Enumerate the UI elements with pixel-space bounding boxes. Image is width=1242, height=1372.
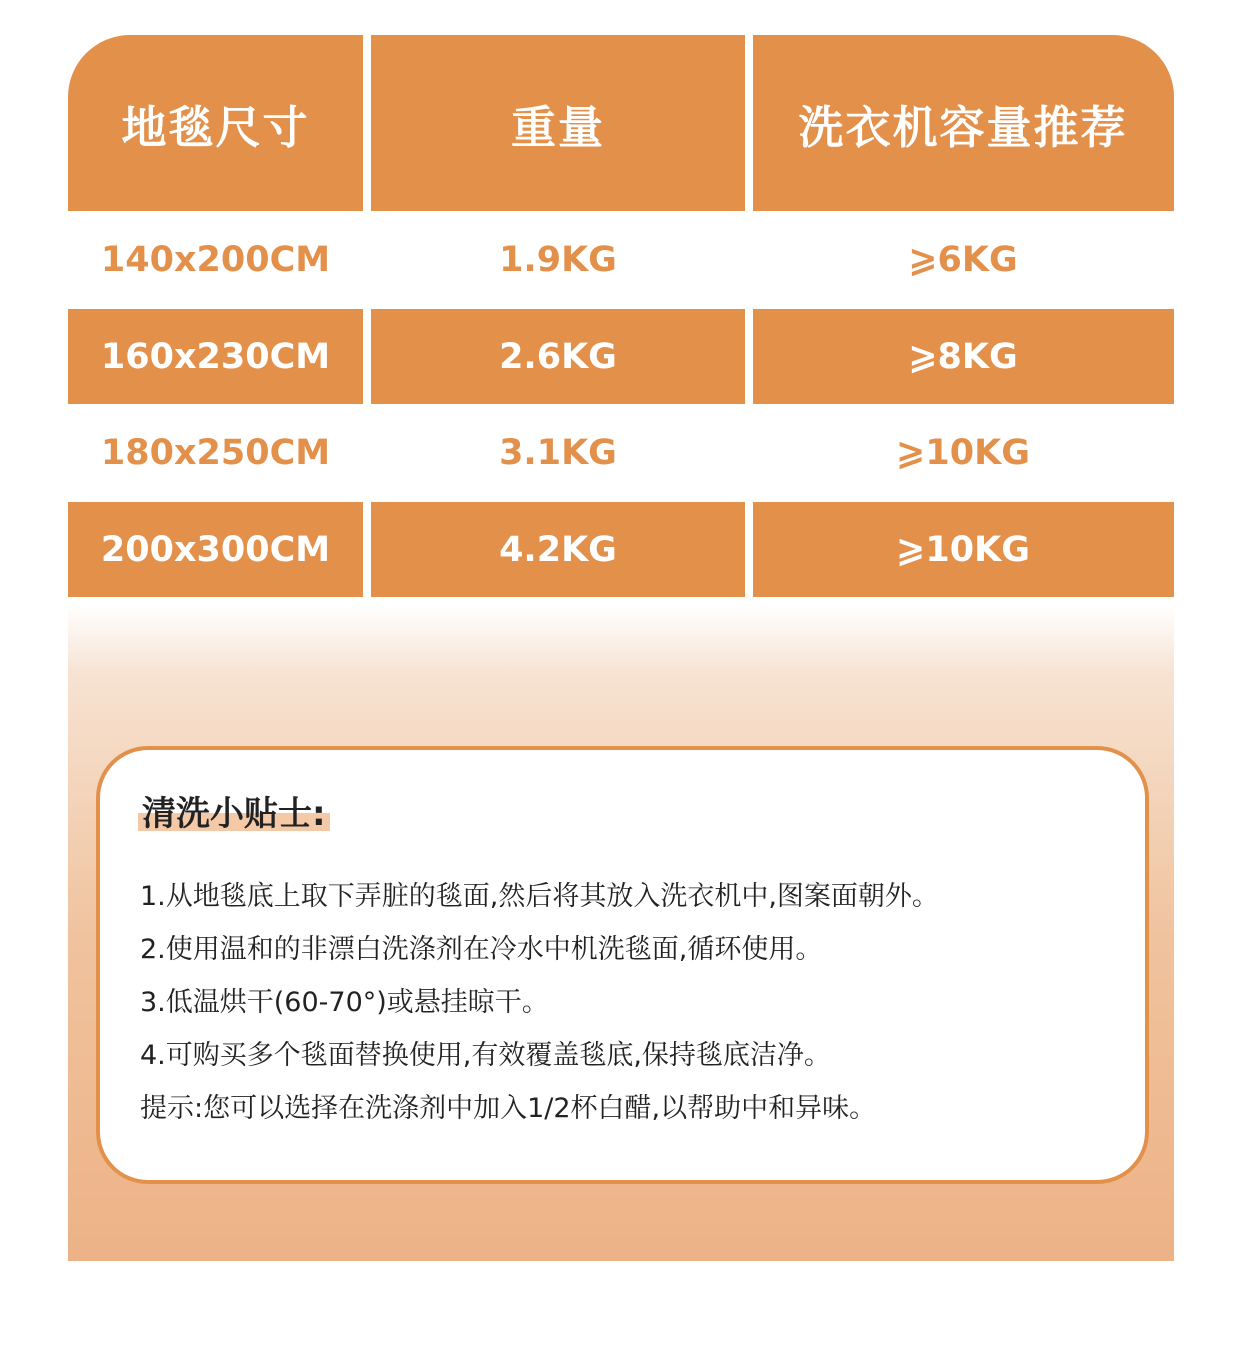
tip-item: 3.低温烘干(60-70°)或悬挂晾干。 <box>140 987 549 1018</box>
tip-item: 4.可购买多个毯面替换使用,有效覆盖毯底,保持毯底洁净。 <box>140 1040 831 1071</box>
rug-size-cell: 140x200CM <box>68 212 363 308</box>
capacity-cell: ⩾10KG <box>752 405 1174 501</box>
table-header-row <box>68 35 1174 211</box>
tip-note: 提示:您可以选择在洗涤剂中加入1/2杯白醋,以帮助中和异味。 <box>140 1093 877 1124</box>
tips-title: 清洗小贴士: <box>138 786 330 835</box>
column-divider <box>363 35 371 605</box>
tips-list <box>140 870 939 1135</box>
tip-item: 1.从地毯底上取下弄脏的毯面,然后将其放入洗衣机中,图案面朝外。 <box>140 881 939 912</box>
rug-size-cell: 160x230CM <box>68 309 363 404</box>
weight-cell: 3.1KG <box>371 405 745 501</box>
table-row <box>68 309 1174 404</box>
header-rug-size: 地毯尺寸 <box>68 35 363 211</box>
table-row <box>68 502 1174 597</box>
tip-item: 2.使用温和的非漂白洗涤剂在冷水中机洗毯面,循环使用。 <box>140 934 823 965</box>
header-weight: 重量 <box>371 35 745 211</box>
table-row <box>68 405 1174 501</box>
header-washer-capacity: 洗衣机容量推荐 <box>752 35 1174 211</box>
rug-size-cell: 200x300CM <box>68 502 363 597</box>
weight-cell: 1.9KG <box>371 212 745 308</box>
cleaning-tips-card <box>96 746 1149 1184</box>
weight-cell: 2.6KG <box>371 309 745 404</box>
rug-size-cell: 180x250CM <box>68 405 363 501</box>
weight-cell: 4.2KG <box>371 502 745 597</box>
capacity-cell: ⩾8KG <box>752 309 1174 404</box>
table-row <box>68 212 1174 308</box>
column-divider <box>745 35 753 605</box>
capacity-cell: ⩾6KG <box>752 212 1174 308</box>
capacity-cell: ⩾10KG <box>752 502 1174 597</box>
